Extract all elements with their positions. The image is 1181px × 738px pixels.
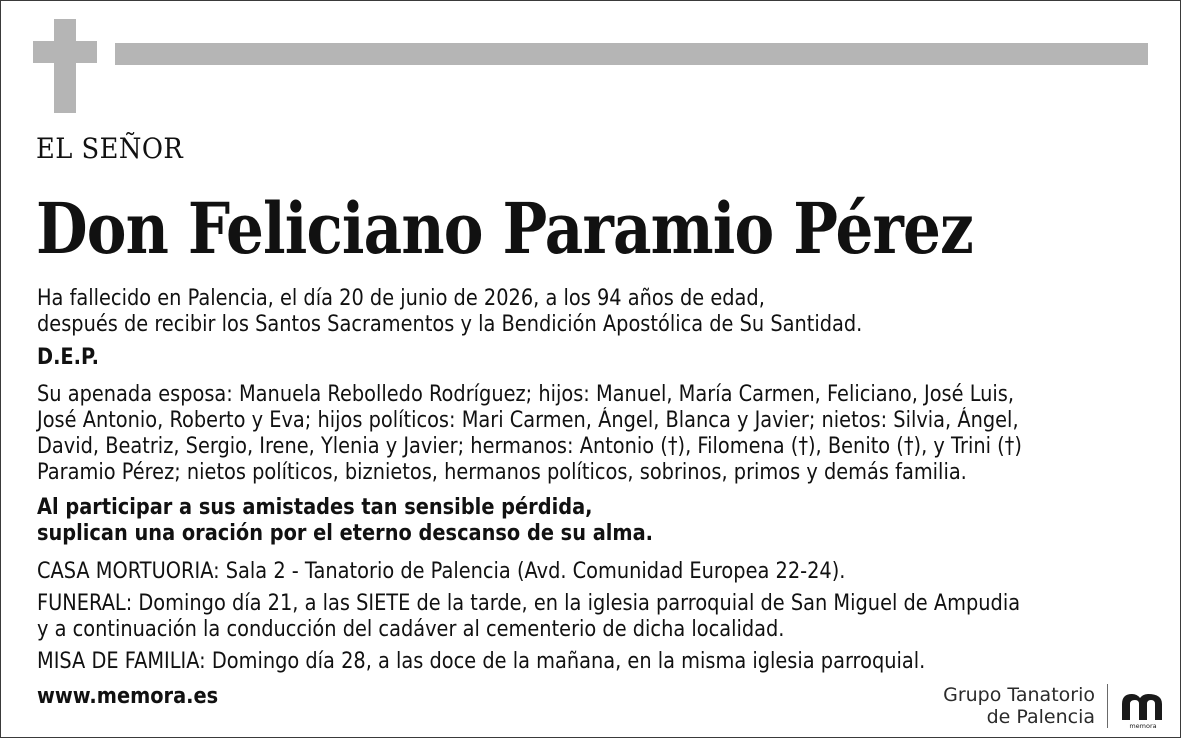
request-line: suplican una oración por el eterno descanso de su alma. <box>37 521 654 546</box>
misa-de-familia: MISA DE FAMILIA: Domingo día 28, a las doce de la mañana, en la misma iglesia parroquial. <box>37 649 926 674</box>
request-line: Al participar a sus amistades tan sensible pérdida, <box>37 495 593 520</box>
dep-text: D.E.P. <box>37 345 99 370</box>
brand-line: de Palencia <box>986 706 1095 728</box>
memora-m-logo-icon <box>1118 689 1168 729</box>
family-line: Paramio Pérez; nietos políticos, biznietos, hermanos políticos, sobrinos, primos y demás familia. <box>37 460 967 485</box>
casa-mortuoria: CASA MORTUORIA: Sala 2 - Tanatorio de Palencia (Avd. Comunidad Europea 22-24). <box>37 559 846 584</box>
family-line: Su apenada esposa: Manuela Rebolledo Rodríguez; hijos: Manuel, María Carmen, Feliciano, José Luis, <box>37 382 1015 407</box>
logo-caption: memora <box>1129 722 1157 729</box>
salutation: EL SEÑOR <box>36 132 184 165</box>
cross-icon-arm <box>33 41 97 63</box>
family-line: José Antonio, Roberto y Eva; hijos políticos: Mari Carmen, Ángel, Blanca y Javier; nietos: Silvia, Ángel, <box>37 408 1019 433</box>
family-line: David, Beatriz, Sergio, Irene, Ylenia y Javier; hermanos: Antonio (†), Filomena (†), Benito (†), y Trini (†) <box>37 434 1022 459</box>
cross-icon <box>54 19 76 113</box>
brand-divider <box>1107 684 1108 728</box>
deceased-name: Don Feliciano Paramio Pérez <box>36 187 973 270</box>
funeral-line: FUNERAL: Domingo día 21, a las SIETE de la tarde, en la iglesia parroquial de San Miguel de Ampudia <box>37 591 1021 616</box>
brand-line: Grupo Tanatorio <box>943 684 1095 706</box>
announcement-line: después de recibir los Santos Sacramentos y la Bendición Apostólica de Su Santidad. <box>37 312 863 337</box>
funeral-line: y a continuación la conducción del cadáver al cementerio de dicha localidad. <box>37 617 785 642</box>
header-bar <box>115 43 1148 65</box>
funeral-home-name <box>943 684 1095 728</box>
announcement-line: Ha fallecido en Palencia, el día 20 de junio de 2026, a los 94 años de edad, <box>37 286 765 311</box>
website-link[interactable]: www.memora.es <box>37 684 219 709</box>
